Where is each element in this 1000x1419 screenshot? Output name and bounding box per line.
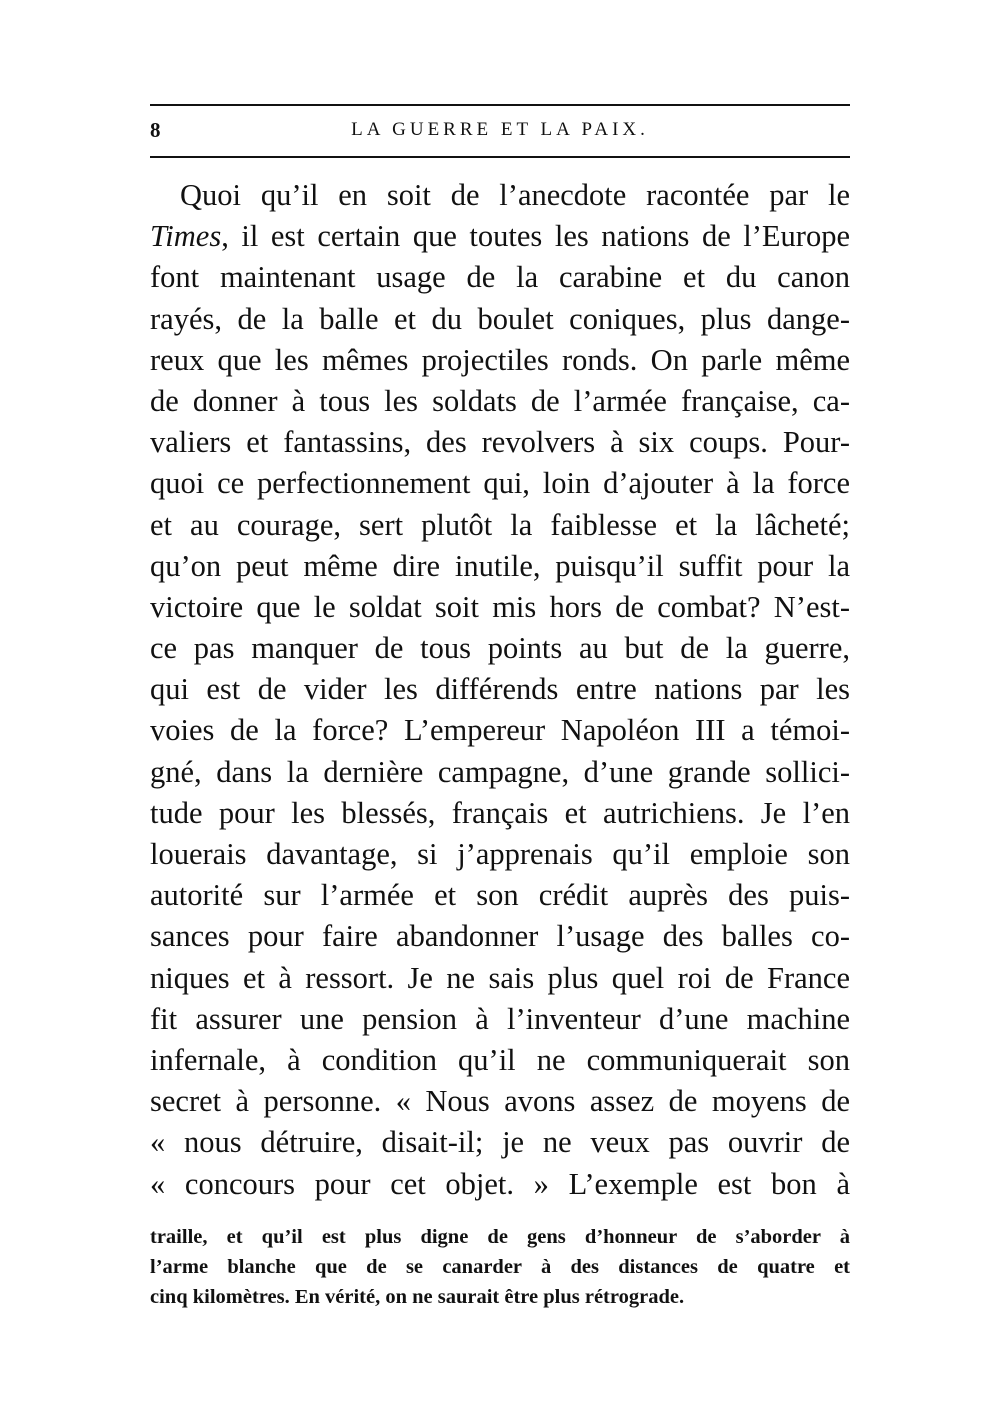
text-line: victoire que le soldat soit mis hors de combat? N’est- bbox=[150, 589, 850, 624]
header-bottom-rule bbox=[150, 156, 850, 158]
text-line: sances pour faire abandonner l’usage des balles co- bbox=[150, 919, 850, 954]
text-line: quoi ce perfectionnement qui, loin d’ajouter à la force bbox=[150, 466, 850, 501]
text-line: fit assurer une pension à l’inventeur d’une machine bbox=[150, 1001, 850, 1036]
text-line: valiers et fantassins, des revolvers à six coups. Pour- bbox=[150, 425, 850, 460]
text-line: de donner à tous les soldats de l’armée française, ca- bbox=[150, 383, 850, 418]
text-line: et au courage, sert plutôt la faiblesse et la lâcheté; bbox=[150, 507, 850, 542]
text-line: tude pour les blessés, français et autrichiens. Je l’en bbox=[150, 795, 850, 830]
text-line: qu’on peut même dire inutile, puisqu’il suffit pour la bbox=[150, 548, 850, 583]
footnote bbox=[150, 1222, 850, 1312]
page-number: 8 bbox=[150, 118, 161, 142]
running-header bbox=[150, 118, 850, 148]
text-line: autorité sur l’armée et son crédit auprès des puis- bbox=[150, 878, 850, 913]
text-line: rayés, de la balle et du boulet coniques, plus dange- bbox=[150, 301, 850, 336]
footnote-line: traille, et qu’il est plus digne de gens d’honneur de s’aborder à bbox=[150, 1226, 850, 1248]
text-line: « nous détruire, disait-il; je ne veux pas ouvrir de bbox=[150, 1125, 850, 1160]
text-line: « concours pour cet objet. » L’exemple est bon à bbox=[150, 1166, 850, 1201]
text-line: louerais davantage, si j’apprenais qu’il emploie son bbox=[150, 837, 850, 871]
header-top-rule bbox=[150, 104, 850, 106]
text-line: reux que les mêmes projectiles ronds. On parle même bbox=[150, 342, 850, 377]
running-title: LA GUERRE ET LA PAIX. bbox=[351, 119, 649, 140]
footnote-line: cinq kilomètres. En vérité, on ne saurait être plus rétrograde. bbox=[150, 1286, 685, 1308]
text-line: infernale, à condition qu’il ne communiquerait son bbox=[150, 1042, 850, 1077]
footnote-line: l’arme blanche que de se canarder à des distances de quatre et bbox=[150, 1256, 850, 1278]
text-line: voies de la force? L’empereur Napoléon III a témoi- bbox=[150, 713, 850, 748]
main-text bbox=[150, 175, 850, 1205]
text-line: Quoi qu’il en soit de l’anecdote racontée par le bbox=[180, 178, 850, 212]
text-line: ce pas manquer de tous points au but de la guerre, bbox=[150, 631, 850, 666]
text-line: secret à personne. « Nous avons assez de moyens de bbox=[150, 1084, 850, 1119]
text-line: Times, il est certain que toutes les nations de l’Europe bbox=[150, 219, 850, 254]
text-line: niques et à ressort. Je ne sais plus quel roi de France bbox=[150, 960, 850, 995]
text-line: font maintenant usage de la carabine et du canon bbox=[150, 260, 850, 295]
text-line: gné, dans la dernière campagne, d’une grande sollici- bbox=[150, 754, 850, 789]
text-line: qui est de vider les différends entre nations par les bbox=[150, 672, 850, 707]
